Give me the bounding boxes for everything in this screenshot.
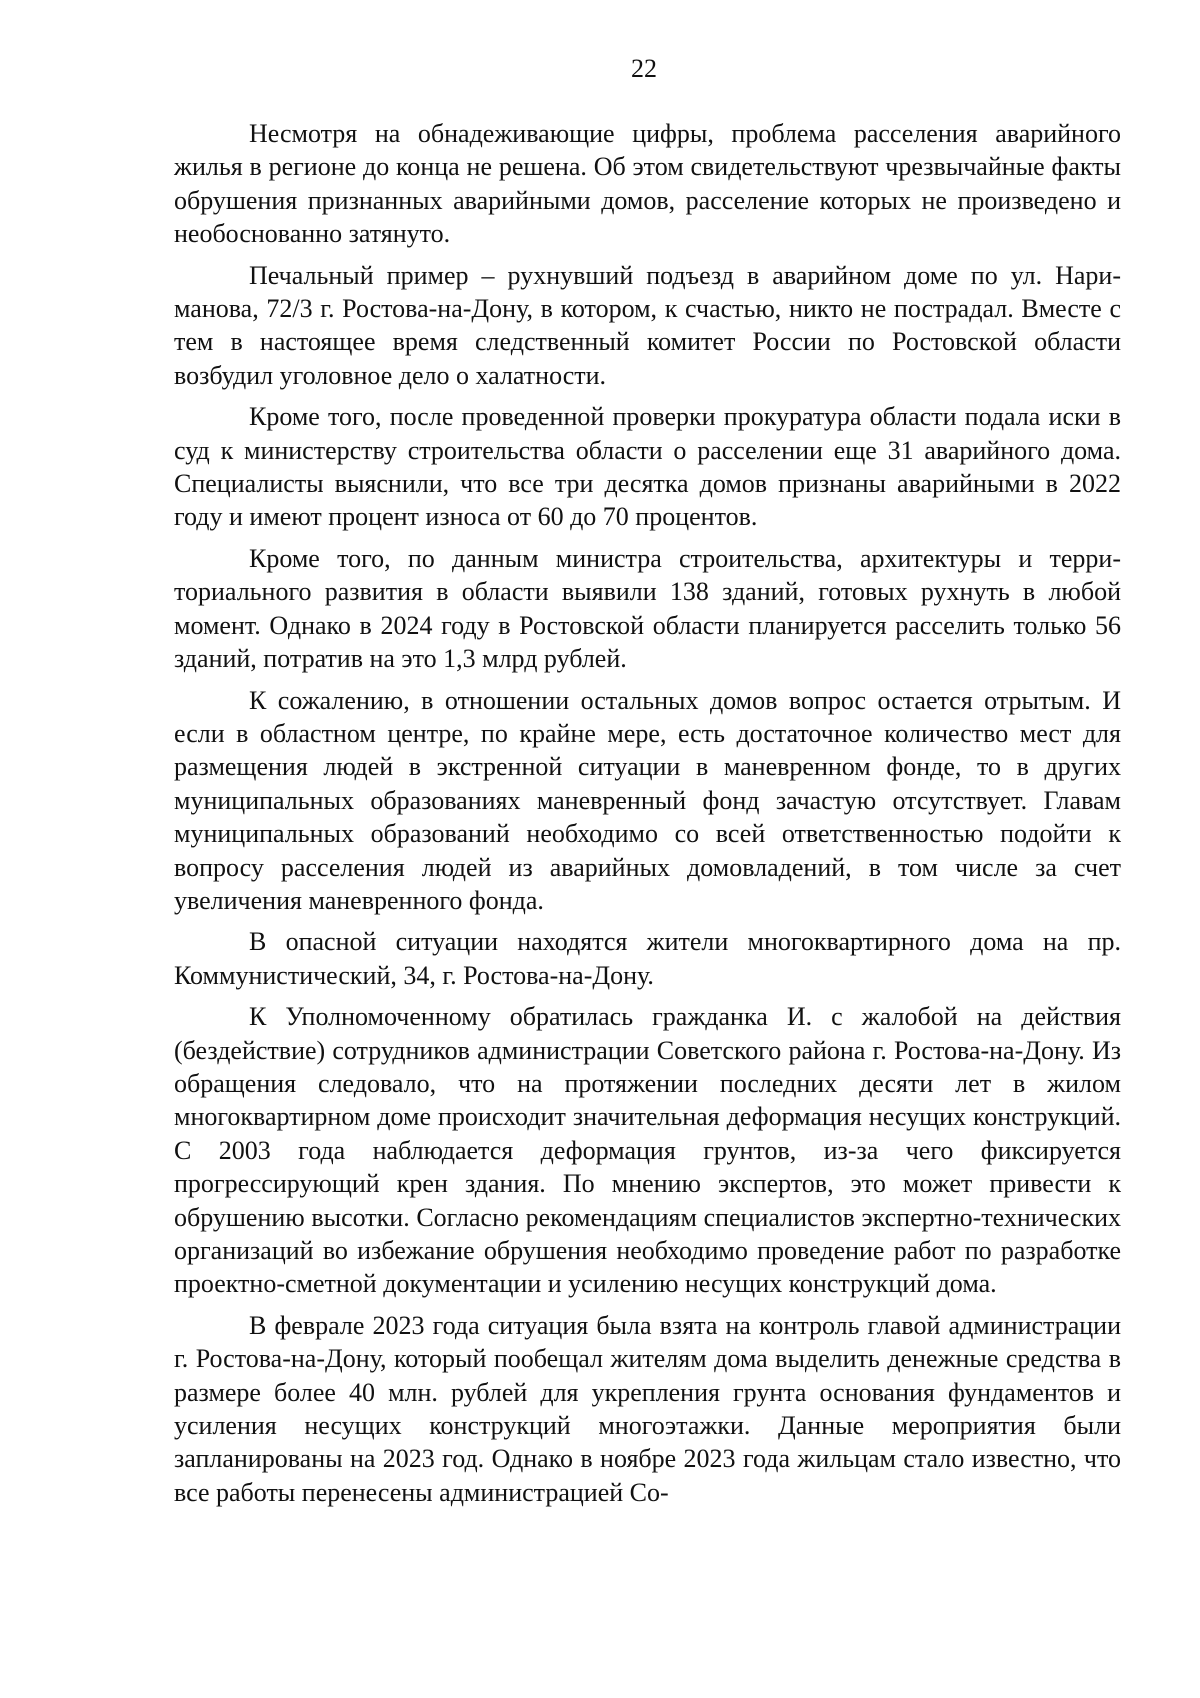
document-body (174, 117, 1121, 1517)
page-number: 22 (631, 54, 657, 83)
paragraph-5: К сожалению, в отношении остальных домов вопрос остается отрытым. И если в областном центре, по крайне мере, есть достаточное количество мест для размещения людей в экстренной ситуации в маневренном фонде, то в других муниципальных образованиях маневренный фонд зачастую отсутствует. Главам муниципальных образований необходимо со всей ответственностью подойти к вопросу расселения людей из аварийных домовладений, в том числе за счет увеличения маневренного фонда. (174, 685, 1121, 915)
paragraph-3: Кроме того, после проведенной проверки прокуратура области подала иски в суд к министерству строительства области о расселении еще 31 аварийного дома. Специалисты выяснили, что все три десятка домов признаны аварийными в 2022 году и имеют процент износа от 60 до 70 процентов. (174, 402, 1121, 532)
paragraph-7: К Уполномоченному обратилась гражданка И. с жалобой на действия (бездействие) сотрудников администрации Советского района г. Ростова-на-Дону. Из обращения следовало, что на протяжении последних десяти лет в жилом многоквартирном доме происходит значительная деформация несущих конструкций. С 2003 года наблюдается деформация грунтов, из-за чего фиксируется прогрессирующий крен здания. По мнению экспертов, это может привести к обрушению высотки. Согласно рекомендациям специалистов экспертно-технических организаций во избежание обрушения необходимо проведение работ по разработке проектно-сметной документации и усилению несущих конструкций дома. (174, 1002, 1121, 1299)
paragraph-6: В опасной ситуации находятся жители многоквартирного дома на пр. Коммунистический, 34, г. Ростова-на-Дону. (174, 927, 1121, 990)
paragraph-4: Кроме того, по данным министра строительства, архитектуры и территориального развития в области выявили 138 зданий, готовых рухнуть в любой момент. Однако в 2024 году в Ростовской области планируется расселить только 56 зданий, потратив на это 1,3 млрд рублей. (174, 543, 1121, 674)
paragraph-1: Несмотря на обнадеживающие цифры, проблема расселения аварийного жилья в регионе до конца не решена. Об этом свидетельствуют чрезвычайные факты обрушения признанных аварийными домов, расселение которых не произведено и необоснованно затянуто. (174, 119, 1121, 249)
paragraph-2: Печальный пример – рухнувший подъезд в аварийном доме по ул. Нариманова, 72/3 г. Ростова-на-Дону, в котором, к счастью, никто не пострадал. Вместе с тем в настоящее время следственный комитет России по Ростовской области возбудил уголовное дело о халатности. (174, 260, 1121, 390)
paragraph-8: В феврале 2023 года ситуация была взята на контроль главой администрации г. Ростова-на-Дону, который пообещал жителям дома выделить денежные средства в размере более 40 млн. рублей для укрепления грунта основания фундаментов и усиления несущих конструкций многоэтажки. Данные мероприятия были запланированы на 2023 год. Однако в ноябре 2023 года жильцам стало известно, что все работы перенесены администрацией Со- (174, 1310, 1121, 1507)
